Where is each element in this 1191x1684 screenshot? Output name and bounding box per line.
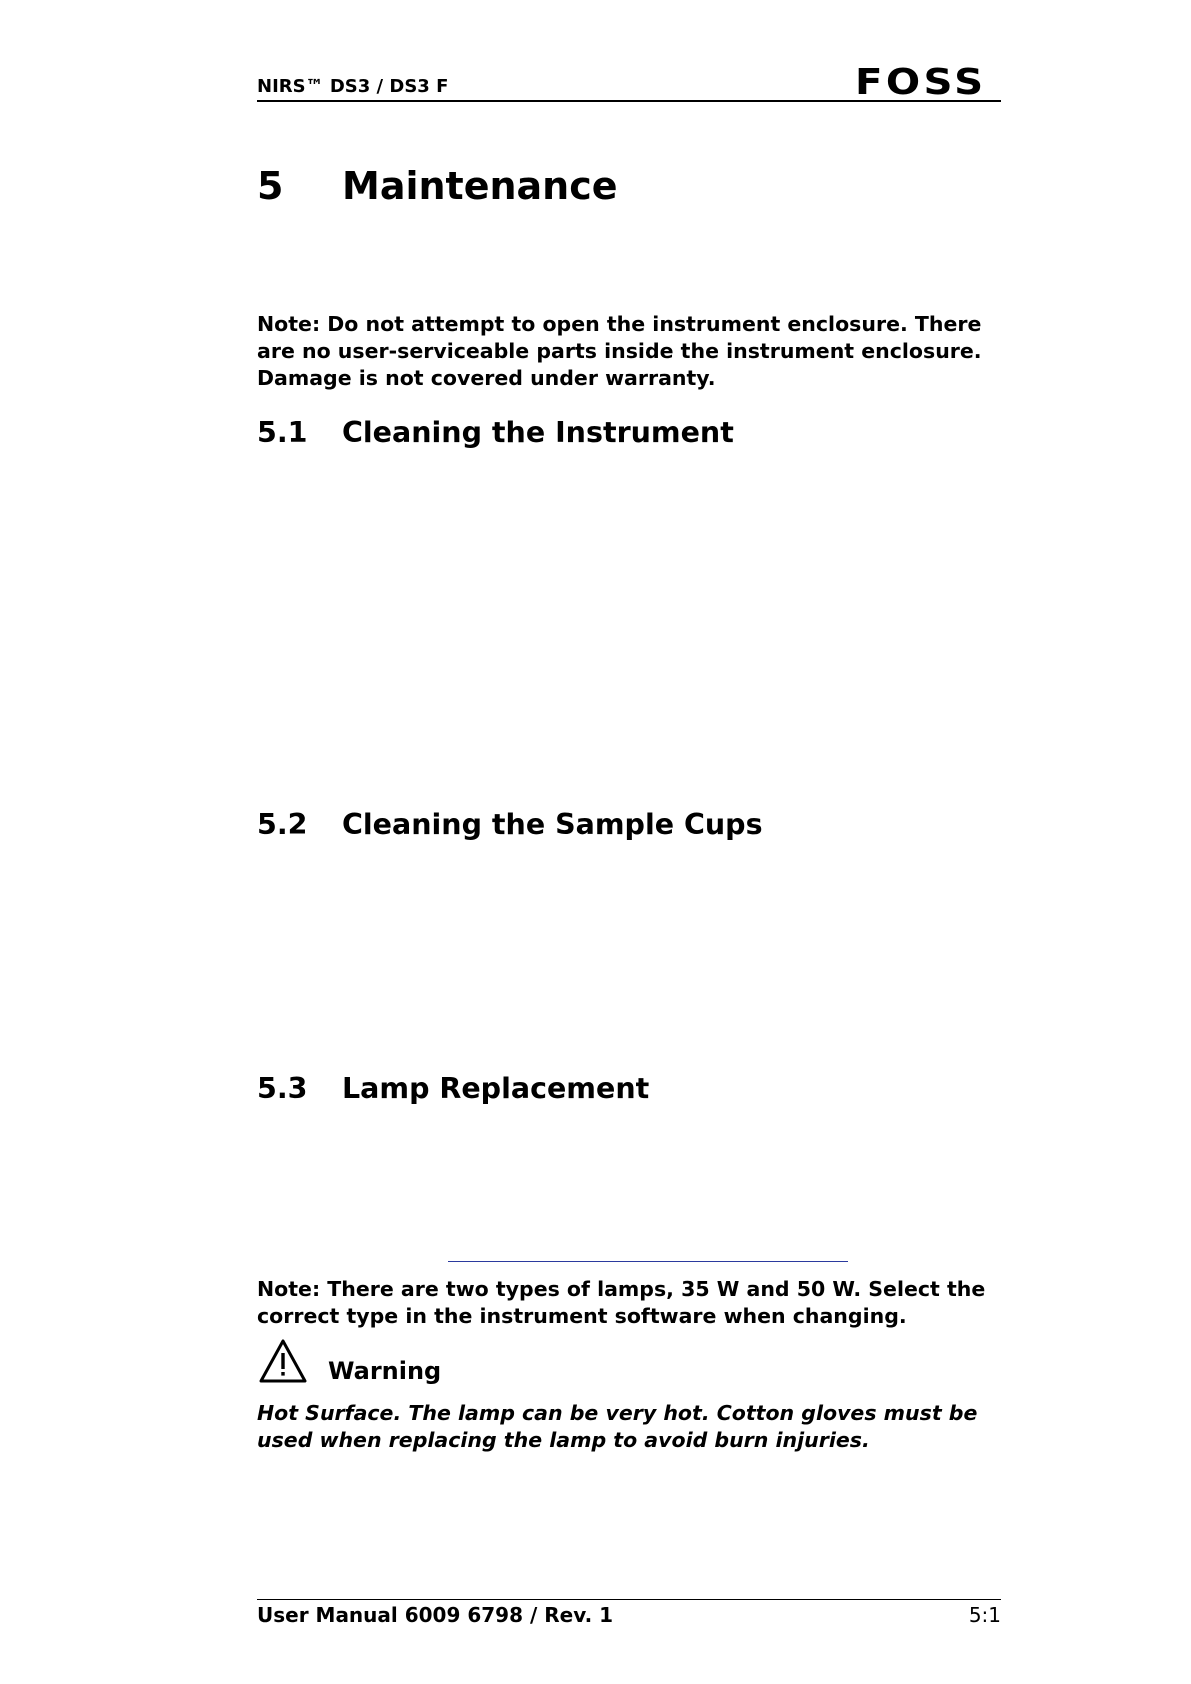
page-number: 5:1 <box>968 1603 1001 1627</box>
footer-manual-reference: User Manual 6009 6798 / Rev. 1 <box>257 1603 614 1627</box>
section-number: 5.2 <box>257 808 308 841</box>
section-title-cleaning-cups: Cleaning the Sample Cups <box>342 808 763 841</box>
warning-label: Warning <box>328 1357 442 1385</box>
header-product-name: NIRS™ DS3 / DS3 F <box>257 76 449 97</box>
footer-rule <box>257 1599 1001 1600</box>
section-title-lamp-replacement: Lamp Replacement <box>342 1072 650 1105</box>
warning-triangle-icon <box>258 1338 308 1384</box>
chapter-title: Maintenance <box>342 164 618 208</box>
warning-text: Hot Surface. The lamp can be very hot. Cotton gloves must be used when replacing the lamp to avoid burn injuries. <box>257 1401 978 1452</box>
foss-logo: FOSS <box>855 62 987 103</box>
note-lamp-types: Note: There are two types of lamps, 35 W and 50 W. Select the correct type in the instrument software when changing. <box>257 1277 986 1328</box>
header-rule <box>257 100 1001 102</box>
section-number: 5.1 <box>257 416 308 449</box>
link-underline <box>448 1261 848 1262</box>
note-enclosure: Note: Do not attempt to open the instrument enclosure. There are no user-serviceable parts inside the instrument enclosure. Damage is not covered under warranty. <box>257 312 982 390</box>
section-title-cleaning-instrument: Cleaning the Instrument <box>342 416 734 449</box>
chapter-number: 5 <box>257 164 284 208</box>
section-number: 5.3 <box>257 1072 308 1105</box>
